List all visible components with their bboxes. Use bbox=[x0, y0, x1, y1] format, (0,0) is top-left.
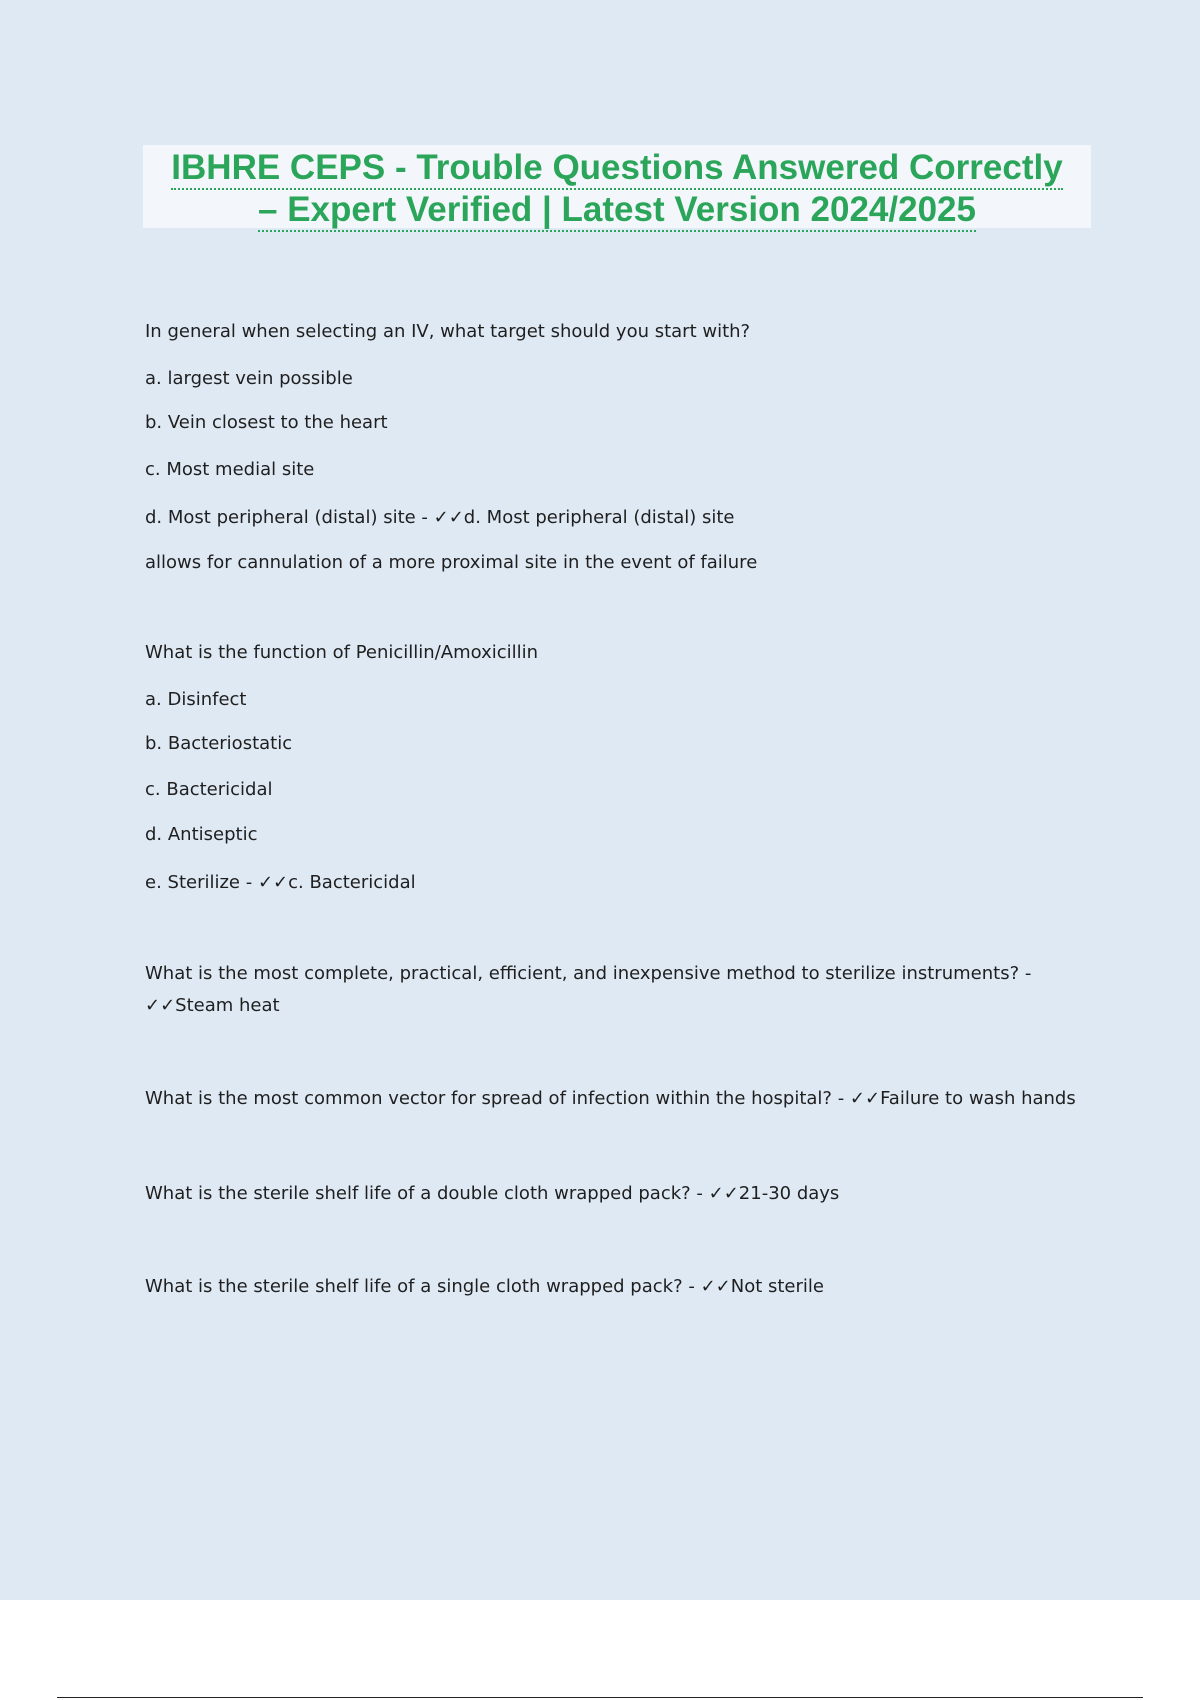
question-1-prompt: In general when selecting an IV, what target should you start with? bbox=[145, 321, 751, 342]
question-1-option-b: b. Vein closest to the heart bbox=[145, 412, 388, 433]
title-line-2: – Expert Verified | Latest Version 2024/2025 bbox=[258, 190, 976, 232]
question-3-answer: ✓✓Steam heat bbox=[145, 995, 280, 1016]
question-2-option-b: b. Bacteriostatic bbox=[145, 733, 293, 754]
question-1-option-c: c. Most medial site bbox=[145, 459, 315, 480]
question-2-prompt: What is the function of Penicillin/Amoxicillin bbox=[145, 642, 539, 663]
question-1-option-a: a. largest vein possible bbox=[145, 368, 353, 389]
question-2-option-a: a. Disinfect bbox=[145, 689, 247, 710]
document-title bbox=[143, 145, 1091, 228]
question-4-prompt: What is the most common vector for spread of infection within the hospital? - ✓✓Failure to wash hands bbox=[145, 1088, 1076, 1109]
question-2-option-c: c. Bactericidal bbox=[145, 779, 273, 800]
question-5-prompt: What is the sterile shelf life of a double cloth wrapped pack? - ✓✓21-30 days bbox=[145, 1183, 840, 1204]
footer-divider bbox=[57, 1697, 1143, 1698]
title-line-1: IBHRE CEPS - Trouble Questions Answered Correctly bbox=[171, 148, 1062, 190]
question-1-option-d-answer: d. Most peripheral (distal) site - ✓✓d. Most peripheral (distal) site bbox=[145, 507, 735, 528]
question-2-option-e-answer: e. Sterilize - ✓✓c. Bactericidal bbox=[145, 872, 416, 893]
question-3-prompt: What is the most complete, practical, efficient, and inexpensive method to sterilize instruments? - bbox=[145, 963, 1032, 984]
question-2-option-d: d. Antiseptic bbox=[145, 824, 258, 845]
question-1-explanation: allows for cannulation of a more proximal site in the event of failure bbox=[145, 552, 758, 573]
question-6-prompt: What is the sterile shelf life of a single cloth wrapped pack? - ✓✓Not sterile bbox=[145, 1276, 824, 1297]
